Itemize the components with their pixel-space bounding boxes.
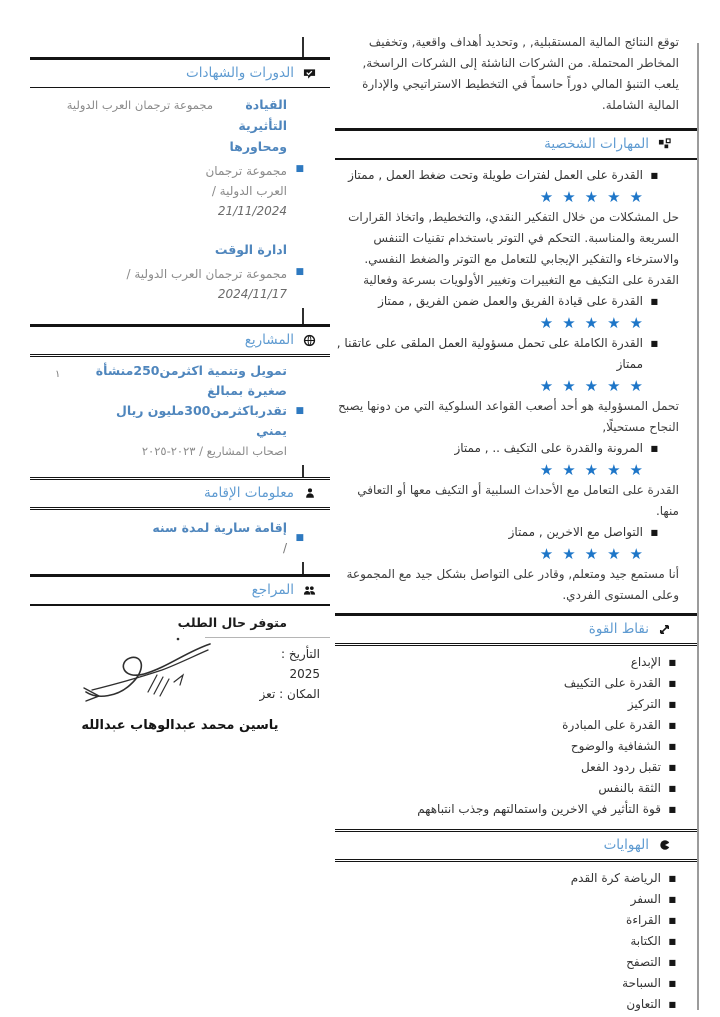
list-item: ■ القراءة: [335, 910, 661, 931]
star-icon: ★: [607, 545, 621, 563]
sidebar-column: [30, 37, 330, 756]
course-date: 21/11/2024: [217, 204, 287, 218]
star-icon: ★: [607, 188, 621, 206]
list-item: ■ التركيز: [335, 694, 661, 715]
course-title: القيادة التأثيرية ومحاورها: [229, 97, 287, 154]
place-label: المكان : تعز: [259, 687, 320, 701]
star-icon: ★: [607, 377, 621, 395]
section-title: المراجع: [251, 582, 294, 598]
star-icon: ★: [539, 188, 554, 206]
section-title: المهارات الشخصية: [544, 136, 649, 152]
star-icon: ★: [584, 314, 599, 332]
star-icon: ★: [562, 545, 576, 563]
star-icon: ★: [629, 314, 643, 332]
star-rating: [335, 543, 643, 564]
date-value: 2025: [289, 667, 320, 681]
course-title: ادارة الوقت: [214, 242, 287, 257]
section-title: الدورات والشهادات: [186, 65, 294, 81]
section-title: نقاط القوة: [588, 621, 649, 637]
intro-paragraph: توقع النتائج المالية المستقبلية, , وتحديد أهداف واقعية, وتخفيف المخاطر المحتملة. من الشركات الناشئة إلى الشركات الراسخة, يلعب التنبؤ المالي دوراً حاسماً في التخطيط الاستراتيجي والإدارة المالية الشاملة.: [362, 35, 679, 112]
star-icon: ★: [539, 461, 554, 479]
section-connector-line: [302, 562, 304, 574]
disc-icon: [658, 839, 671, 852]
star-rating: [335, 375, 643, 396]
main-column: [335, 32, 697, 1017]
star-icon: ★: [584, 188, 599, 206]
list-item: ■ الإبداع: [335, 652, 661, 673]
list-item: ■ السباحة: [335, 973, 661, 994]
skill-item: ■ التواصل مع الاخرين , ممتاز: [335, 522, 643, 543]
list-item: ■ الشفافية والوضوح: [335, 736, 661, 757]
star-icon: ★: [539, 377, 554, 395]
network-nodes-icon: [658, 138, 671, 151]
list-item: ■ قوة التأثير في الاخرين واستمالتهم وجذب انتباههم: [335, 799, 661, 820]
section-title: الهوايات: [603, 837, 649, 853]
star-icon: ★: [629, 377, 643, 395]
section-title: المشاريع: [244, 332, 294, 348]
residence-entry: [30, 517, 287, 558]
star-icon: ★: [562, 314, 576, 332]
list-item: ■ السفر: [335, 889, 661, 910]
references-availability: متوفر حال الطلب: [177, 615, 287, 630]
list-item: ■ الثقة بالنفس: [335, 778, 661, 799]
project-title: ■ تمويل وتنمية اكثرمن250منشأة صغيرة بمبالغ تقدرباكثرمن300مليون ريال يمني: [95, 363, 287, 438]
star-icon: ★: [539, 545, 554, 563]
list-item: ■ الكتابة: [335, 931, 661, 952]
section-header-projects: [30, 324, 330, 357]
section-header-skills: [335, 128, 697, 160]
date-label: التأريخ :: [280, 647, 320, 661]
course-provider-note: مجموعة ترجمان العرب الدولية: [66, 98, 213, 112]
skill-item: ■ القدرة الكاملة على تحمل مسؤولية العمل الملقى على عاتقنا , ممتاز: [335, 333, 643, 375]
project-entry: [30, 361, 330, 461]
star-icon: ★: [562, 188, 576, 206]
skills-content: [335, 160, 697, 613]
star-icon: ★: [629, 545, 643, 563]
star-icon: ★: [562, 377, 576, 395]
footnote-number: ١: [55, 369, 61, 380]
section-title: معلومات الإقامة: [203, 485, 294, 501]
people-icon: [303, 584, 316, 597]
skill-description: القدرة على التعامل مع الأحداث السلبية أو التكيف معها أو التعافي منها.: [357, 483, 679, 518]
section-connector-line: [302, 37, 304, 57]
star-icon: ★: [629, 461, 643, 479]
handwritten-signature: [78, 630, 228, 719]
section-header-hobbies: [335, 829, 697, 862]
residence-meta: /: [282, 541, 287, 555]
star-icon: ★: [562, 461, 576, 479]
residence-title: ■ إقامة سارية لمدة سنه: [152, 520, 287, 535]
skill-description: تحمل المسؤولية هو أحد أصعب القواعد السلوكية التي من دونها يصبح النجاح مستحيلًا,: [338, 399, 679, 434]
certificate-icon: [303, 67, 316, 80]
signature-block: [30, 644, 330, 756]
section-header-strengths: [335, 613, 697, 646]
star-icon: ★: [584, 545, 599, 563]
course-date: 2024/11/17: [217, 287, 287, 301]
star-icon: ★: [584, 377, 599, 395]
section-header-courses: [30, 57, 330, 88]
course-detail: [30, 161, 287, 221]
skill-item: ■ القدرة على قيادة الفريق والعمل ضمن الفريق , ممتاز: [335, 291, 643, 312]
list-item: ■ التعاون: [335, 994, 661, 1015]
course-detail: [30, 264, 287, 304]
hobbies-list: [335, 862, 697, 1017]
section-connector-line: [302, 465, 304, 477]
star-icon: ★: [539, 314, 554, 332]
star-icon: ★: [629, 188, 643, 206]
star-rating: [335, 459, 643, 480]
list-item: ■ تقبل ردود الفعل: [335, 757, 661, 778]
signature-name: ياسين محمد عبدالوهاب عبدالله: [81, 718, 279, 733]
course-entry: [30, 94, 287, 157]
globe-icon: [303, 334, 316, 347]
course-provider: ■ مجموعة ترجمان العرب الدولية /: [126, 267, 287, 281]
skill-item: ■ المرونة والقدرة على التكيف .. , ممتاز: [335, 438, 643, 459]
star-rating: [335, 312, 643, 333]
course-provider: ■ مجموعة ترجمان العرب الدولية /: [205, 164, 287, 198]
section-header-references: [30, 574, 330, 606]
strengths-list: [335, 646, 697, 829]
skill-item: ■ القدرة على العمل لفترات طويلة وتحت ضغط العمل , ممتاز: [335, 165, 643, 186]
star-icon: ★: [607, 314, 621, 332]
person-icon: [303, 487, 316, 500]
list-item: ■ الرياضة كرة القدم: [335, 868, 661, 889]
diagonal-arrows-icon: [658, 623, 671, 636]
star-icon: ★: [584, 461, 599, 479]
star-icon: ★: [607, 461, 621, 479]
star-rating: [335, 186, 643, 207]
skill-description: حل المشكلات من خلال التفكير النقدي، والتخطيط, واتخاذ القرارات السريعة والمناسبة. التحكم في التوتر باستخدام تقنيات التنفس والاسترخاء والتفكير الإيجابي للتعامل مع التوتر والضغط النفسي. القدرة على التكيف مع التغييرات وتغيير الأولويات بسرعة وفعالية: [348, 210, 679, 287]
project-meta: اصحاب المشاريع / ٢٠٢٣-٢٠٢٥: [141, 444, 287, 458]
section-header-residence: [30, 477, 330, 510]
skill-description: أنا مستمع جيد ومتعلم, وقادر على التواصل بشكل جيد مع المجموعة وعلى المستوى الفردي.: [346, 567, 679, 602]
section-connector-line: [302, 308, 304, 324]
list-item: ■ التصفح: [335, 952, 661, 973]
column-divider-line: [697, 43, 699, 1010]
list-item: ■ القدرة على المبادرة: [335, 715, 661, 736]
list-item: ■ القدرة على التكييف: [335, 673, 661, 694]
